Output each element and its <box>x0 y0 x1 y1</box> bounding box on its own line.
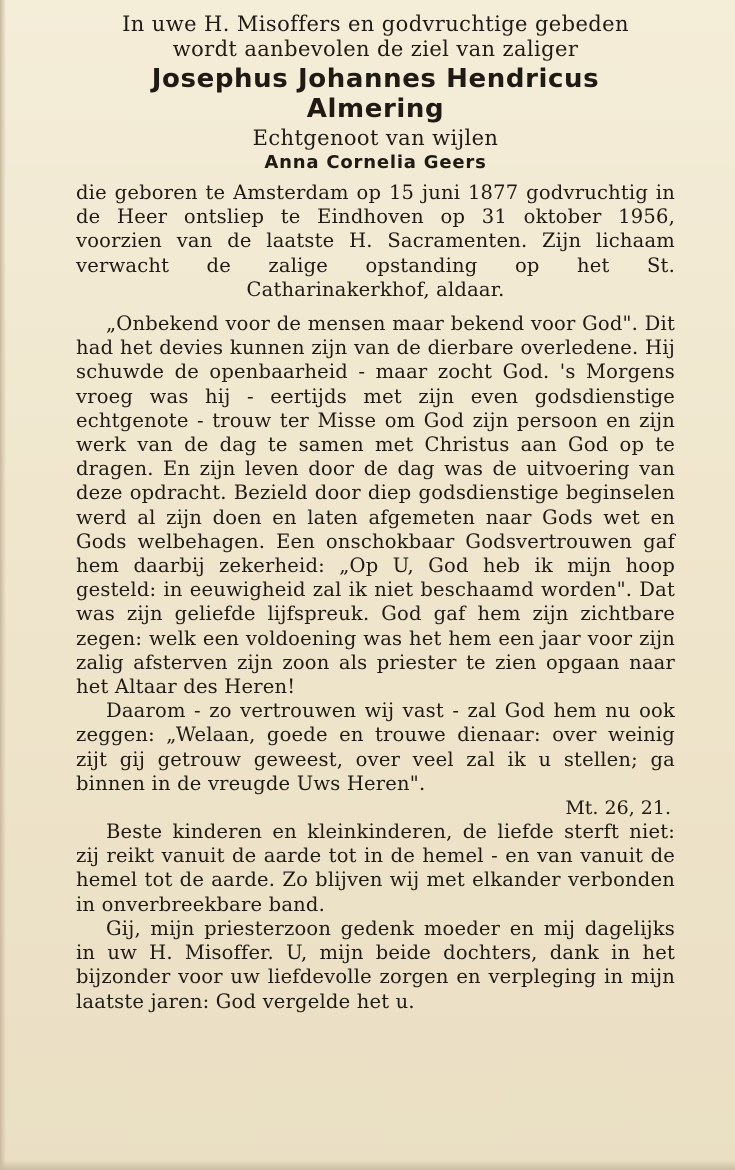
scripture-paragraph: Daarom - zo vertrouwen wij vast - zal God hem nu ook zeggen: „Welaan, goede en trouwe dienaar: over weinig zijt gij getrouw geweest, over veel zal ik u stellen; ga binnen in de vreugde Uws Heren". <box>76 699 675 795</box>
deceased-name-line-1: Josephus Johannes Hendricus <box>151 64 600 94</box>
spouse-label: Echtgenoot van wijlen <box>252 126 499 150</box>
intro-line-1: In uwe H. Misoffers en godvruchtige gebeden <box>122 12 629 36</box>
birth-death-paragraph: die geboren te Amsterdam op 15 juni 1877 godvruchtig in de Heer ontsliep te Eindhoven op 31 oktober 1956, voorzien van de laatste H. Sacramenten. Zijn lichaam verwacht de zalige opstanding op het St. Catharinakerkhof, aldaar. <box>76 181 675 301</box>
children-paragraph: Beste kinderen en kleinkinderen, de liefde sterft niet: zij reikt vanuit de aarde tot in de hemel - en van vanuit de hemel tot de aarde. Zo blijven wij met elkander verbonden in onverbreekbare band. <box>76 820 675 916</box>
intro-line-2: wordt aanbevolen de ziel van zaliger <box>172 37 579 61</box>
tribute-paragraph: „Onbekend voor de mensen maar bekend voor God". Dit had het devies kunnen zijn van de dierbare overledene. Hij schuwde de openbaarheid - maar zocht God. 's Morgens vroeg was hij - eertijds met zijn even godsdienstige echtgenote - trouw ter Misse om God zijn persoon en zijn werk van de dag te samen met Christus aan God op te dragen. En zijn leven door de dag was de uitvoering van deze opdracht. Bezield door diep godsdienstige beginselen werd al zijn doen en laten afgemeten naar Gods wet en Gods welbehagen. Een onschokbaar Godsvertrouwen gaf hem daarbij zekerheid: „Op U, God heb ik mijn hoop gesteld: in eeuwigheid zal ik niet beschaamd worden". Dat was zijn geliefde lijfspreuk. God gaf hem zijn zichtbare zegen: welk een voldoening was het hem een jaar voor zijn zalig afsterven zijn zoon als priester te zien opgaan naar het Altaar des Heren! <box>76 312 675 699</box>
scripture-reference: Mt. 26, 21. <box>565 797 671 820</box>
deceased-name-line-2: Almering <box>306 94 445 124</box>
card-left-edge <box>0 0 6 1170</box>
card-bottom-edge <box>0 1160 735 1170</box>
spouse-name: Anna Cornelia Geers <box>264 152 487 173</box>
farewell-paragraph: Gij, mijn priesterzoon gedenk moeder en mij dagelijks in uw H. Misoffer. U, mijn beide dochters, dank in het bijzonder voor uw liefdevolle zorgen en verpleging in mijn laatste jaren: God vergelde het u. <box>76 916 675 1013</box>
